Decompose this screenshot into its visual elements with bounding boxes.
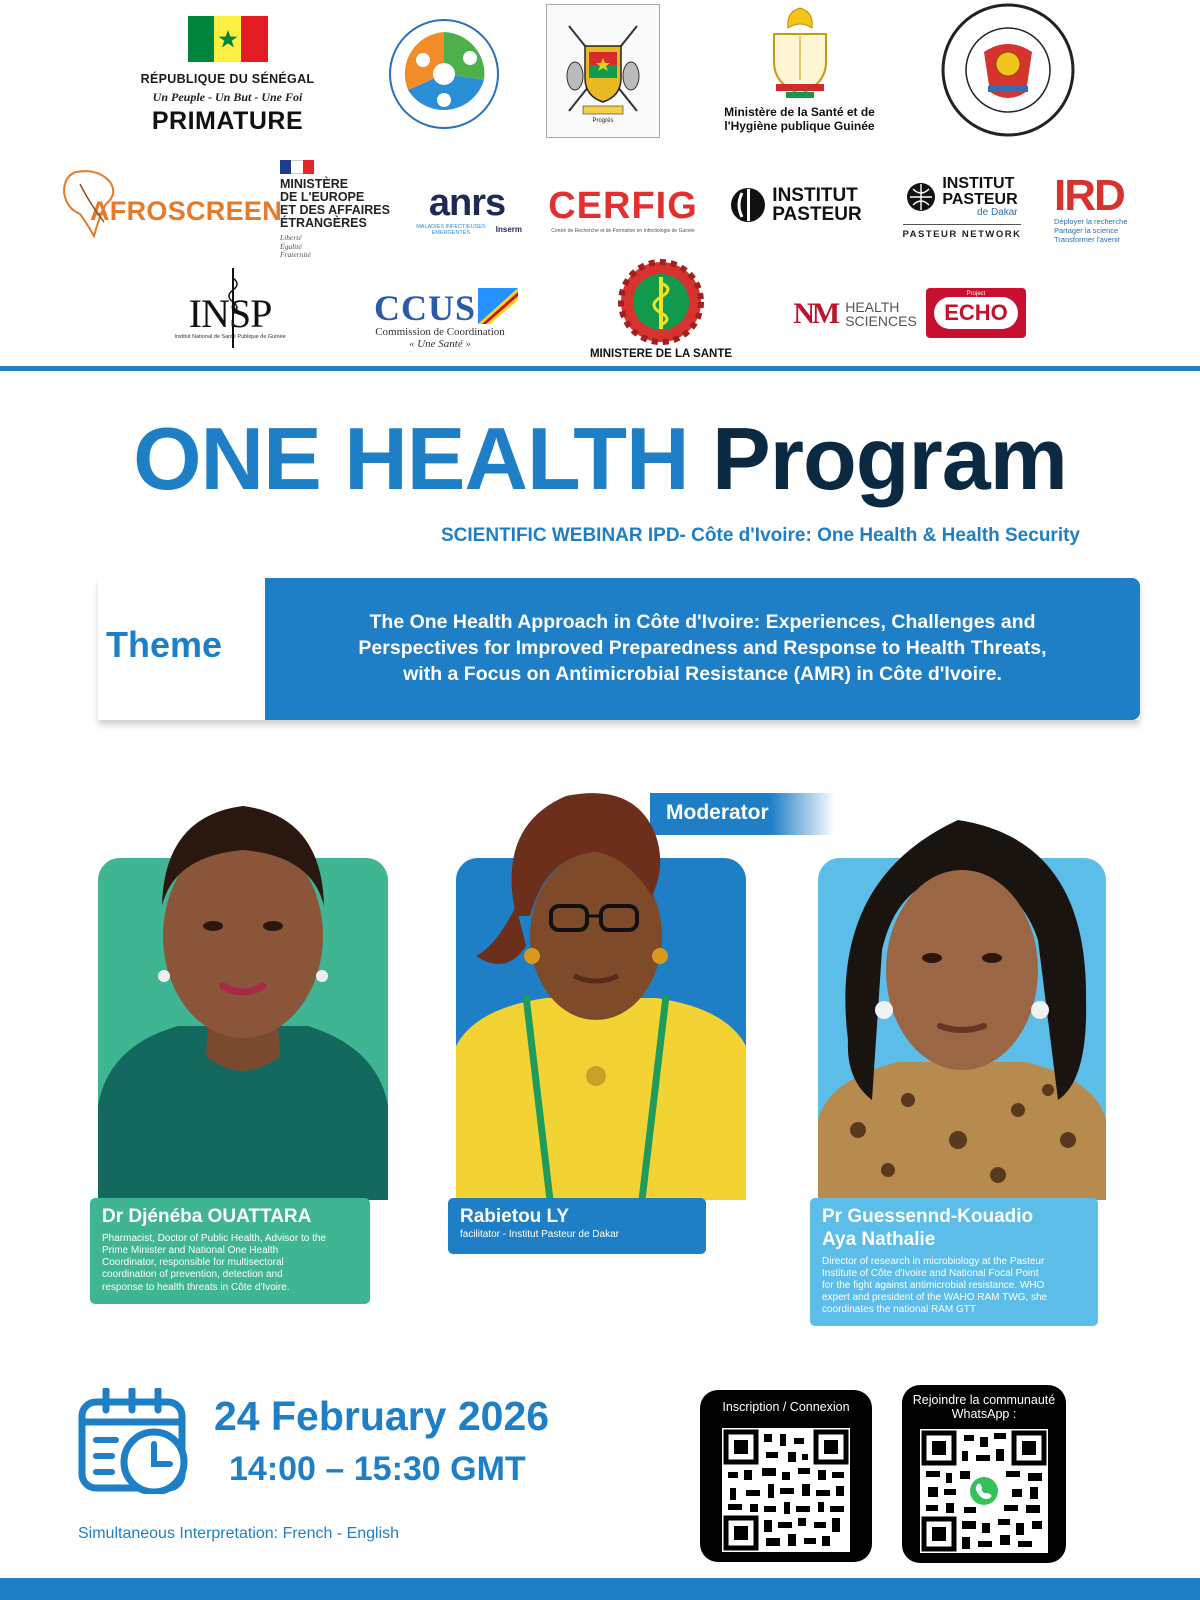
speaker-3-desc-line3: for the fight against antimicrobial resistance. WHO: [822, 1279, 1045, 1291]
afroscreen-logo: [60, 168, 283, 240]
mae-motto1: Liberté: [280, 233, 302, 243]
speaker-1-name: Dr Djénéba OUATTARA: [102, 1206, 312, 1227]
mae-motto3: Fraternité: [280, 250, 311, 260]
speaker-1-desc-line2: Prime Minister and National One Health: [102, 1244, 279, 1256]
afroscreen-africa-icon: [60, 168, 120, 240]
anrs-sub: MALADIES INFECTIEUSES ÉMERGENTES: [416, 224, 486, 236]
guinee-ministry-line2: l'Hygiène publique Guinée: [724, 119, 875, 133]
theme-text: [358, 610, 1046, 688]
registration-qr-icon: [722, 1428, 850, 1552]
ird-line3: Transformer l'avenir: [1054, 235, 1121, 245]
institut-pasteur-logo: [726, 182, 866, 228]
rdc-gouvernement-logo: [940, 2, 1076, 138]
speaker-1-desc-line1: Pharmacist, Doctor of Public Health, Advisor to the: [102, 1232, 326, 1244]
institut-pasteur-dakar-logo: [898, 172, 1026, 244]
anrs-name: anrs: [428, 182, 506, 224]
theme-line2: Perspectives for Improved Preparedness and Response to Health Threats,: [358, 637, 1047, 660]
senegal-flag-icon: [188, 16, 268, 62]
theme-label: Theme: [106, 624, 223, 665]
project-echo-logo: [926, 288, 1026, 338]
senegal-office: PRIMATURE: [151, 107, 304, 135]
registration-qr-code[interactable]: [722, 1428, 850, 1552]
mae-line2: DE L'EUROPE: [280, 189, 365, 204]
speaker-3-card: [810, 1198, 1098, 1326]
speaker-2-photo: [456, 786, 746, 1200]
echo-name: ECHO: [934, 297, 1018, 329]
ministere-europe-affaires-etrangeres-logo: [280, 160, 400, 260]
unm-line2: SCIENCES: [845, 313, 917, 329]
speaker-2-name: Rabietou LY: [460, 1206, 570, 1227]
french-republic-marianne-icon: [280, 160, 314, 174]
ipd-line2: PASTEUR: [942, 191, 1018, 208]
cerfig-name: CERFIG: [548, 184, 698, 227]
speaker-1-card: [90, 1198, 370, 1304]
speaker-1-desc-line5: response to health threats in Côte d'Ivoire.: [102, 1281, 290, 1293]
speaker-3-desc-line2: Institute of Côte d'Ivoire and National Focal Point: [822, 1267, 1039, 1279]
unm-mark: NM: [793, 297, 838, 330]
header-separator: [0, 366, 1200, 371]
speaker-3-name-line2: Aya Nathalie: [822, 1228, 936, 1250]
rdc-flag-icon: [478, 288, 518, 324]
speaker-3-desc-line5: coordinates the national RAM GTT: [822, 1304, 976, 1316]
title-one-health: ONE HEALTH: [133, 409, 689, 508]
plateforme-emblem-icon: [388, 18, 500, 130]
anrs-logo: [412, 178, 522, 242]
speaker-1-desc-line4: coordination of prevention, detection and: [102, 1269, 283, 1281]
interpretation-note: Simultaneous Interpretation: French - English: [78, 1525, 400, 1542]
burkina-motto: Progrès: [592, 118, 614, 125]
institut-pasteur-mark-icon: [730, 185, 766, 225]
webinar-subtitle: SCIENTIFIC WEBINAR IPD- Côte d'Ivoire: One Health & Health Security: [441, 525, 1080, 546]
whatsapp-qr-card[interactable]: [902, 1385, 1066, 1563]
ird-line1: Déployer la recherche: [1054, 217, 1128, 227]
ccus-line2: « Une Santé »: [408, 338, 471, 350]
inserm-partner: Inserm: [495, 224, 522, 234]
cerfig-sub: Centre de Recherche et de Formation en Infectiologie de Guinée: [551, 227, 695, 234]
rdc-seal-icon: [940, 2, 1076, 138]
page-title: [0, 409, 1200, 508]
speaker-3-description: [822, 1256, 1086, 1317]
ccus-logo: [360, 288, 520, 352]
whatsapp-qr-label-line1: Rejoindre la communauté: [912, 1393, 1056, 1407]
echo-project-label: Project: [966, 291, 986, 297]
speaker-1-photo: [98, 786, 388, 1200]
calendar-clock-icon: [78, 1388, 190, 1494]
unm-line1: HEALTH: [845, 299, 900, 315]
title-program: Program: [712, 409, 1067, 508]
insp-logo: [166, 268, 294, 348]
whatsapp-qr-icon: [920, 1429, 1048, 1553]
guinee-emblem-icon: [760, 4, 840, 100]
footer-bar: [0, 1578, 1200, 1600]
speaker-2-description: facilitator - Institut Pasteur de Dakar: [460, 1228, 619, 1240]
pasteur-network: PASTEUR NETWORK: [903, 224, 1022, 240]
ird-name: IRD: [1054, 170, 1124, 220]
plateforme-une-seule-sante-logo: [388, 18, 500, 130]
registration-qr-label: Inscription / Connexion: [722, 1400, 850, 1414]
event-time: 14:00 – 15:30 GMT: [229, 1450, 526, 1488]
caduceus-gear-icon: [618, 259, 704, 345]
senegal-primature-logo: [130, 12, 325, 140]
ipd-line3: de Dakar: [977, 207, 1018, 218]
ccus-line1: Commission de Coordination: [375, 325, 505, 338]
event-date: 24 February 2026: [214, 1393, 550, 1439]
speaker-3-desc-line4: expert and president of the WAHO RAM TWG, she: [822, 1292, 1048, 1304]
ird-line2: Partager la science: [1054, 226, 1119, 236]
ccus-name: CCUS: [373, 287, 476, 328]
speaker-3-name-line1: Pr Guessennd-Kouadio: [822, 1206, 1034, 1227]
institut-pasteur-line1: INSTITUT: [772, 185, 858, 206]
ipd-line1: INSTITUT: [942, 175, 1015, 192]
burkina-faso-coat-of-arms: [546, 4, 660, 138]
ipd-globe-icon: [906, 182, 936, 212]
insp-staff-icon: [226, 268, 240, 348]
speaker-3-photo: [818, 800, 1106, 1200]
speaker-1-desc-line3: Coordinator, responsible for multisectoral: [102, 1257, 284, 1269]
theme-box: [265, 578, 1140, 720]
mae-line1: MINISTÈRE: [280, 176, 349, 191]
mae-line3: ET DES AFFAIRES: [280, 202, 390, 217]
afroscreen-name: AFROSCREEN: [90, 195, 283, 226]
speaker-1-description: [102, 1233, 358, 1294]
whatsapp-qr-label: [902, 1385, 1066, 1422]
ministere-de-la-sante-logo: [586, 256, 736, 362]
registration-qr-card[interactable]: [700, 1390, 872, 1562]
mae-line4: ÉTRANGÈRES: [280, 216, 367, 230]
whatsapp-qr-code[interactable]: [920, 1429, 1048, 1553]
moderator-badge: Moderator: [650, 793, 835, 835]
guinee-ministry-line1: Ministère de la Santé et de: [724, 105, 875, 120]
speaker-3-desc-line1: Director of research in microbiology at the Pasteur: [822, 1255, 1045, 1267]
whatsapp-qr-label-line2: WhatsApp :: [951, 1407, 1017, 1422]
theme-line3: with a Focus on Antimicrobial Resistance (AMR) in Côte d'Ivoire.: [403, 662, 1002, 685]
cerfig-logo: [548, 180, 698, 240]
theme-line1: The One Health Approach in Côte d'Ivoire: Experiences, Challenges and: [369, 611, 1036, 634]
senegal-country: RÉPUBLIQUE DU SÉNÉGAL: [140, 72, 315, 86]
ministere-sante-text: MINISTERE DE LA SANTE: [589, 347, 733, 360]
senegal-motto: Un Peuple - Un But - Une Foi: [152, 90, 303, 104]
ird-logo: [1054, 172, 1144, 248]
burkina-emblem-icon: [555, 16, 651, 126]
mae-motto2: Égalité: [280, 241, 302, 251]
insp-sub: Institut National de Santé Publique de Guinée: [174, 334, 286, 340]
insp-name: INSP: [188, 291, 272, 336]
unm-health-sciences-logo: [790, 294, 920, 334]
institut-pasteur-line2: PASTEUR: [772, 204, 862, 225]
guinee-ministere-sante-logo: [712, 0, 887, 138]
speaker-2-card: [448, 1198, 706, 1254]
